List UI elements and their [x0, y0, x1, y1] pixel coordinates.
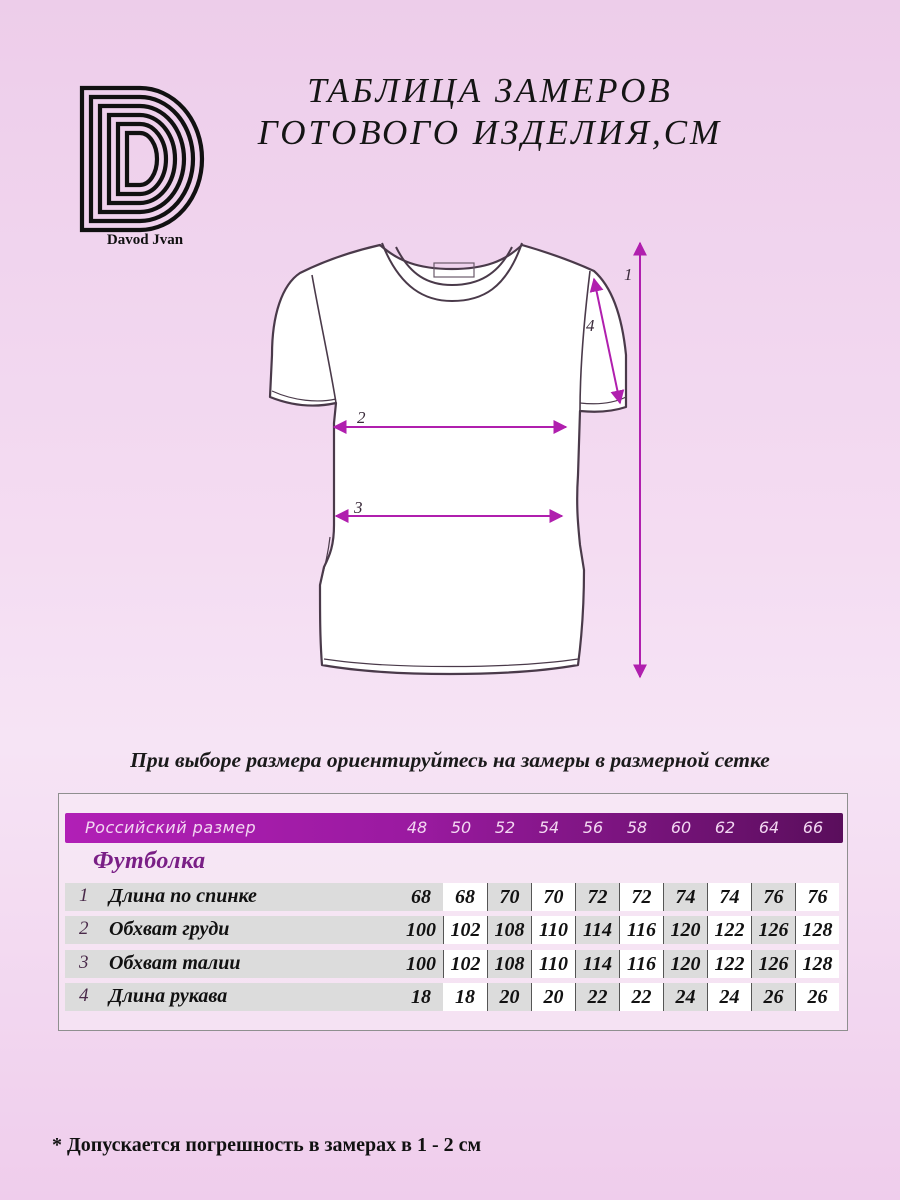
- table-cell: 22: [575, 983, 619, 1011]
- marker-2: 2: [357, 408, 366, 427]
- brand-logo: [78, 84, 212, 254]
- table-cell: 128: [795, 950, 839, 978]
- row-label: Обхват талии: [109, 952, 241, 974]
- table-row: [65, 916, 843, 944]
- table-cell: 26: [751, 983, 795, 1011]
- table-cell: 74: [663, 883, 707, 911]
- table-cell: 110: [531, 950, 575, 978]
- table-cell: 108: [487, 916, 531, 944]
- tshirt-diagram: [250, 225, 670, 695]
- table-cell: 70: [487, 883, 531, 911]
- size-header-cell: 50: [450, 818, 472, 837]
- table-cell: 116: [619, 950, 663, 978]
- table-cell: 26: [795, 983, 839, 1011]
- size-header-cell: 60: [670, 818, 692, 837]
- table-cell: 20: [531, 983, 575, 1011]
- size-header-bar: [65, 813, 843, 843]
- row-label: Длина рукава: [109, 985, 228, 1007]
- table-cell: 102: [443, 916, 487, 944]
- table-cell: 72: [619, 883, 663, 911]
- table-cell: 76: [795, 883, 839, 911]
- footnote: * Допускается погрешность в замерах в 1 - 2 см: [52, 1134, 482, 1156]
- title-line-2: ГОТОВОГО ИЗДЕЛИЯ,СМ: [257, 113, 723, 152]
- size-hint: При выборе размера ориентируйтесь на замеры в размерной сетке: [130, 748, 770, 772]
- row-number: 4: [79, 985, 89, 1006]
- table-cell: 68: [399, 883, 443, 911]
- table-cell: 126: [751, 916, 795, 944]
- table-cell: 76: [751, 883, 795, 911]
- table-cell: 102: [443, 950, 487, 978]
- size-header-label: Российский размер: [85, 818, 257, 837]
- size-header-cell: 54: [538, 818, 560, 837]
- row-label: Длина по спинке: [109, 885, 257, 907]
- table-cell: 100: [399, 950, 443, 978]
- table-row: [65, 950, 843, 978]
- page-title: [230, 70, 750, 154]
- product-name: Футболка: [93, 848, 206, 874]
- table-cell: 122: [707, 950, 751, 978]
- row-number: 2: [79, 918, 89, 939]
- table-cell: 20: [487, 983, 531, 1011]
- table-cell: 122: [707, 916, 751, 944]
- table-cell: 24: [663, 983, 707, 1011]
- title-line-1: ТАБЛИЦА ЗАМЕРОВ: [307, 71, 673, 110]
- table-cell: 74: [707, 883, 751, 911]
- size-header-cell: 64: [758, 818, 780, 837]
- size-header-cell: 48: [406, 818, 428, 837]
- size-header-cell: 66: [802, 818, 824, 837]
- size-header-cell: 52: [494, 818, 516, 837]
- size-table: [58, 793, 848, 1031]
- table-cell: 116: [619, 916, 663, 944]
- marker-1: 1: [624, 265, 633, 284]
- tshirt-outline: [270, 245, 626, 674]
- table-cell: 110: [531, 916, 575, 944]
- row-number: 3: [79, 952, 89, 973]
- table-cell: 70: [531, 883, 575, 911]
- table-cell: 114: [575, 916, 619, 944]
- marker-3: 3: [354, 498, 363, 517]
- table-cell: 100: [399, 916, 443, 944]
- table-cell: 120: [663, 916, 707, 944]
- table-row: [65, 883, 843, 911]
- table-cell: 68: [443, 883, 487, 911]
- table-row: [65, 983, 843, 1011]
- table-cell: 126: [751, 950, 795, 978]
- table-cell: 128: [795, 916, 839, 944]
- table-cell: 114: [575, 950, 619, 978]
- row-number: 1: [79, 885, 89, 906]
- row-label: Обхват груди: [109, 918, 230, 940]
- size-header-cell: 58: [626, 818, 648, 837]
- table-cell: 24: [707, 983, 751, 1011]
- table-cell: 22: [619, 983, 663, 1011]
- marker-4: 4: [586, 316, 595, 335]
- table-cell: 120: [663, 950, 707, 978]
- table-cell: 18: [443, 983, 487, 1011]
- size-header-cell: 56: [582, 818, 604, 837]
- concentric-d-logo-icon: [78, 84, 212, 234]
- table-cell: 108: [487, 950, 531, 978]
- table-cell: 72: [575, 883, 619, 911]
- table-cell: 18: [399, 983, 443, 1011]
- size-header-cell: 62: [714, 818, 736, 837]
- brand-name: Davod Jvan: [106, 232, 184, 248]
